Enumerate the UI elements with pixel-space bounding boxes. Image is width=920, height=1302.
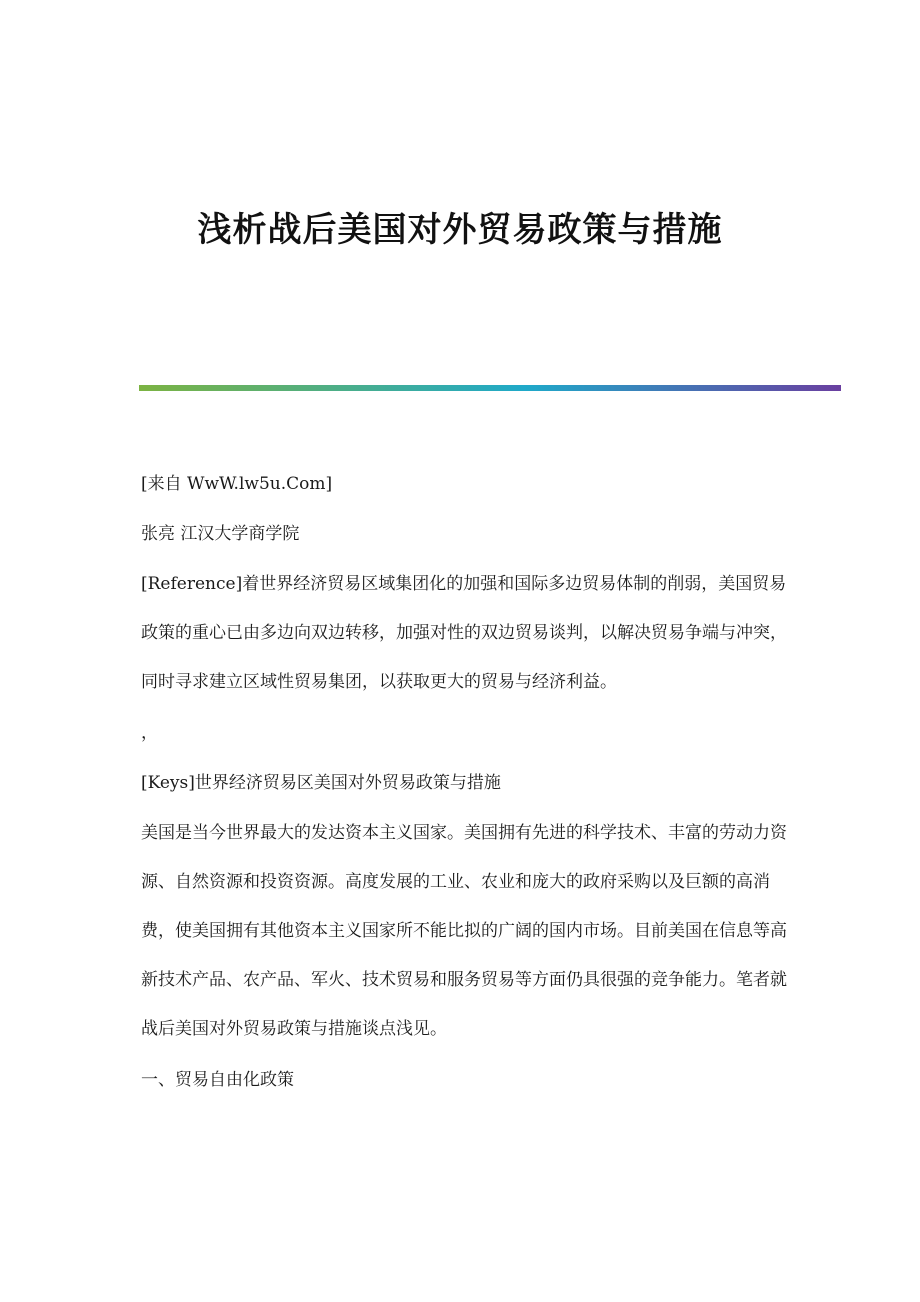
comma-line: ，	[141, 723, 158, 743]
intro-paragraph: 美国是当今世界最大的发达资本主义国家。美国拥有先进的科学技术、丰富的劳动力资源、自然资源和投资资源。高度发展的工业、农业和庞大的政府采购以及巨额的高消费，使美国拥有其他资本主义国家所不能比拟的广阔的国内市场。目前美国在信息等高新技术产品、农产品、军火、技术贸易和服务贸易等方面仍具很强的竞争能力。笔者就战后美国对外贸易政策与措施谈点浅见。	[141, 823, 787, 1039]
source-line: [来自 WwW.lw5u.Com]	[141, 474, 333, 494]
abstract-paragraph: [Reference]着世界经济贸易区域集团化的加强和国际多边贸易体制的削弱，美国贸易政策的重心已由多边向双边转移，加强对性的双边贸易谈判，以解决贸易争端与冲突，同时寻求建立区域性贸易集团，以获取更大的贸易与经济利益。	[141, 574, 787, 692]
author-line: 张亮 江汉大学商学院	[141, 524, 300, 544]
section-heading: 一、贸易自由化政策	[141, 1070, 294, 1090]
title-divider	[139, 385, 841, 391]
document-body	[141, 470, 791, 1116]
keywords-line: [Keys]世界经济贸易区美国对外贸易政策与措施	[141, 773, 501, 793]
document-title: 浅析战后美国对外贸易政策与措施	[197, 210, 723, 250]
